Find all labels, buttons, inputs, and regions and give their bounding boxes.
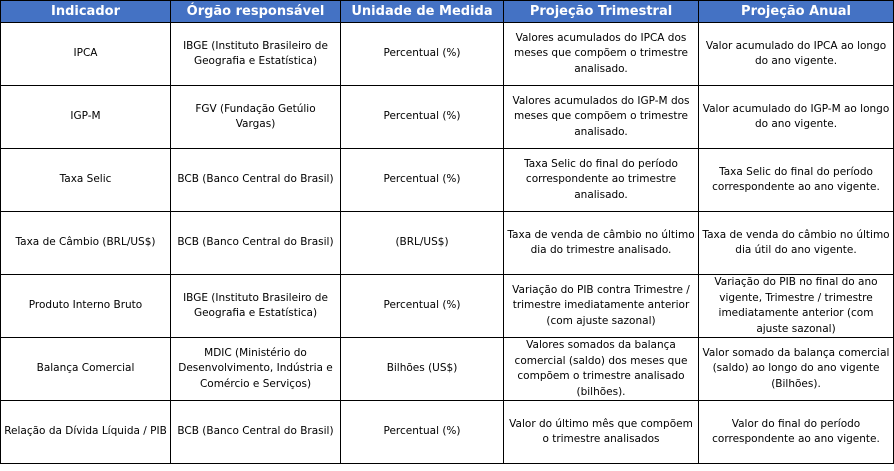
cell-projecao-anual: Valor acumulado do IGP-M ao longo do ano vigente.	[699, 86, 894, 149]
cell-projecao-trimestral: Taxa de venda de câmbio no último dia do trimestre analisado.	[504, 212, 699, 275]
cell-indicador: IPCA	[1, 23, 171, 86]
cell-unidade: Percentual (%)	[341, 401, 504, 464]
cell-orgao: MDIC (Ministério do Desenvolvimento, Indústria e Comércio e Serviços)	[171, 338, 341, 401]
cell-projecao-anual: Valor do final do período correspondente ao ano vigente.	[699, 401, 894, 464]
cell-projecao-trimestral: Valores acumulados do IPCA dos meses que compõem o trimestre analisado.	[504, 23, 699, 86]
cell-orgao: BCB (Banco Central do Brasil)	[171, 401, 341, 464]
cell-indicador: Taxa Selic	[1, 149, 171, 212]
header-projecao-trimestral: Projeção Trimestral	[504, 1, 699, 23]
cell-unidade: Percentual (%)	[341, 23, 504, 86]
table-header	[1, 1, 894, 23]
cell-unidade: Percentual (%)	[341, 275, 504, 338]
table-row	[1, 338, 894, 401]
cell-orgao: FGV (Fundação Getúlio Vargas)	[171, 86, 341, 149]
header-row	[1, 1, 894, 23]
cell-projecao-trimestral: Valores acumulados do IGP-M dos meses que compõem o trimestre analisado.	[504, 86, 699, 149]
cell-orgao: IBGE (Instituto Brasileiro de Geografia e Estatística)	[171, 275, 341, 338]
cell-projecao-anual: Taxa de venda do câmbio no último dia útil do ano vigente.	[699, 212, 894, 275]
table-row	[1, 149, 894, 212]
header-projecao-anual: Projeção Anual	[699, 1, 894, 23]
cell-projecao-trimestral: Valores somados da balança comercial (saldo) dos meses que compõem o trimestre analisado (bilhões).	[504, 338, 699, 401]
cell-projecao-trimestral: Valor do último mês que compõem o trimestre analisados	[504, 401, 699, 464]
cell-indicador: IGP-M	[1, 86, 171, 149]
cell-indicador: Relação da Dívida Líquida / PIB	[1, 401, 171, 464]
header-unidade-de-medida: Unidade de Medida	[341, 1, 504, 23]
cell-orgao: BCB (Banco Central do Brasil)	[171, 149, 341, 212]
table-row	[1, 275, 894, 338]
header-indicador: Indicador	[1, 1, 171, 23]
cell-orgao: IBGE (Instituto Brasileiro de Geografia e Estatística)	[171, 23, 341, 86]
cell-projecao-trimestral: Variação do PIB contra Trimestre / trimestre imediatamente anterior (com ajuste sazonal)	[504, 275, 699, 338]
table-row	[1, 401, 894, 464]
cell-indicador: Taxa de Câmbio (BRL/US$)	[1, 212, 171, 275]
cell-unidade: Percentual (%)	[341, 86, 504, 149]
table-body	[1, 23, 894, 464]
cell-orgao: BCB (Banco Central do Brasil)	[171, 212, 341, 275]
cell-indicador: Produto Interno Bruto	[1, 275, 171, 338]
header-orgao-responsavel: Órgão responsável	[171, 1, 341, 23]
cell-projecao-anual: Valor somado da balança comercial (saldo) ao longo do ano vigente (Bilhões).	[699, 338, 894, 401]
cell-unidade: (BRL/US$)	[341, 212, 504, 275]
cell-unidade: Bilhões (US$)	[341, 338, 504, 401]
cell-projecao-anual: Valor acumulado do IPCA ao longo do ano vigente.	[699, 23, 894, 86]
cell-indicador: Balança Comercial	[1, 338, 171, 401]
cell-projecao-trimestral: Taxa Selic do final do período correspondente ao trimestre analisado.	[504, 149, 699, 212]
table-row	[1, 212, 894, 275]
table-row	[1, 86, 894, 149]
cell-projecao-anual: Taxa Selic do final do período correspondente ao ano vigente.	[699, 149, 894, 212]
table-row	[1, 23, 894, 86]
cell-unidade: Percentual (%)	[341, 149, 504, 212]
cell-projecao-anual: Variação do PIB no final do ano vigente, Trimestre / trimestre imediatamente anterior (com ajuste sazonal)	[699, 275, 894, 338]
